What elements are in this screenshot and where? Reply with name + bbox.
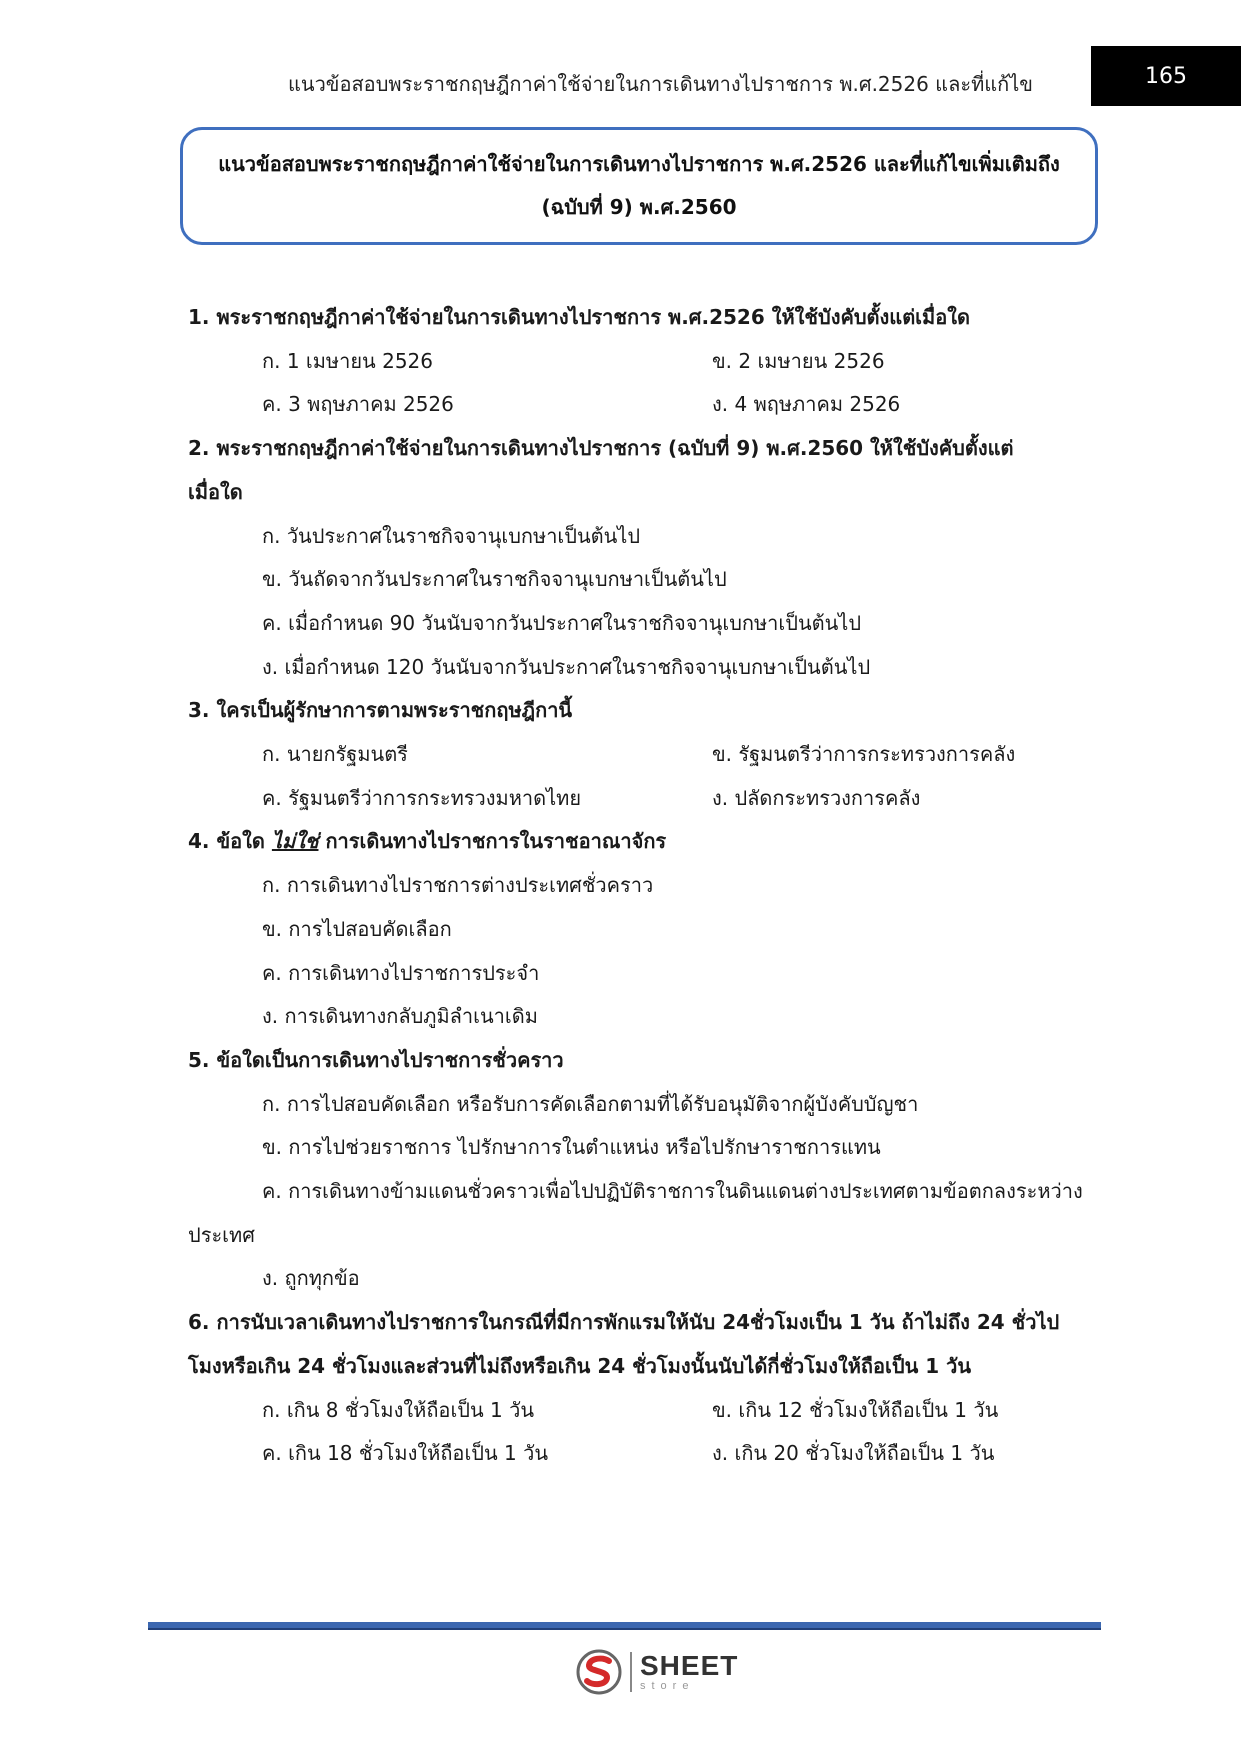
question-4-suffix: การเดินทางไปราชการในราชอาณาจักร (318, 829, 667, 854)
option-5-c-continuation: ประเทศ (188, 1222, 255, 1247)
option-6-b: ข. เกิน 12 ชั่วโมงให้ถือเป็น 1 วัน (712, 1397, 999, 1422)
question-6-line-2: โมงหรือเกิน 24 ชั่วโมงและส่วนที่ไม่ถึงหรือเกิน 24 ชั่วโมงนั้นนับได้กี่ชั่วโมงให้ถือเป็น 1 วัน (188, 1353, 971, 1378)
logo-wordmark (640, 1652, 738, 1692)
option-1-a: ก. 1 เมษายน 2526 (262, 348, 433, 373)
question-3: 3. ใครเป็นผู้รักษาการตามพระราชกฤษฎีกานี้ (188, 698, 573, 723)
option-1-d: ง. 4 พฤษภาคม 2526 (712, 392, 901, 417)
question-list (188, 296, 1092, 1476)
option-4-c: ค. การเดินทางไปราชการประจำ (262, 960, 540, 985)
question-6-options-row-1 (188, 1389, 1092, 1433)
logo-divider (630, 1652, 632, 1692)
question-4 (188, 820, 1092, 864)
option-5-c: ค. การเดินทางข้ามแดนชั่วคราวเพื่อไปปฏิบัติราชการในดินแดนต่างประเทศตามข้อตกลงระหว่าง (262, 1179, 1083, 1204)
option-2-d: ง. เมื่อกำหนด 120 วันนับจากวันประกาศในราชกิจจานุเบกษาเป็นต้นไป (262, 654, 871, 679)
option-2-c: ค. เมื่อกำหนด 90 วันนับจากวันประกาศในราชกิจจานุเบกษาเป็นต้นไป (262, 610, 862, 635)
option-6-a: ก. เกิน 8 ชั่วโมงให้ถือเป็น 1 วัน (262, 1397, 534, 1422)
sheet-store-logo-icon (576, 1649, 622, 1695)
logo-text-store: store (640, 1680, 695, 1692)
option-4-b: ข. การไปสอบคัดเลือก (262, 916, 452, 941)
question-4-negation: ไม่ใช่ (271, 829, 319, 854)
question-2-line-1: 2. พระราชกฤษฎีกาค่าใช้จ่ายในการเดินทางไปราชการ (ฉบับที่ 9) พ.ศ.2560 ให้ใช้บังคับตั้งแต่ (188, 436, 1014, 461)
question-5: 5. ข้อใดเป็นการเดินทางไปราชการชั่วคราว (188, 1047, 564, 1072)
option-5-b: ข. การไปช่วยราชการ ไปรักษาการในตำแหน่ง หรือไปรักษาราชการแทน (262, 1135, 881, 1160)
option-4-d: ง. การเดินทางกลับภูมิลำเนาเดิม (262, 1004, 538, 1029)
option-1-b: ข. 2 เมษายน 2526 (712, 348, 885, 373)
option-3-c: ค. รัฐมนตรีว่าการกระทรวงมหาดไทย (262, 785, 582, 810)
question-6-options-row-2 (188, 1432, 1092, 1476)
question-3-options-row-1 (188, 733, 1092, 777)
question-4-prefix: 4. ข้อใด (188, 829, 272, 854)
question-1: 1. พระราชกฤษฎีกาค่าใช้จ่ายในการเดินทางไปราชการ พ.ศ.2526 ให้ใช้บังคับตั้งแต่เมื่อใด (188, 305, 970, 329)
option-6-c: ค. เกิน 18 ชั่วโมงให้ถือเป็น 1 วัน (262, 1441, 548, 1466)
question-1-options-row-1 (188, 340, 1092, 384)
option-4-a: ก. การเดินทางไปราชการต่างประเทศชั่วคราว (262, 873, 654, 898)
option-3-a: ก. นายกรัฐมนตรี (262, 742, 408, 767)
option-5-d: ง. ถูกทุกข้อ (262, 1266, 360, 1291)
option-2-b: ข. วันถัดจากวันประกาศในราชกิจจานุเบกษาเป็นต้นไป (262, 567, 727, 592)
title-line-2: (ฉบับที่ 9) พ.ศ.2560 (541, 195, 737, 219)
question-6-line-1: 6. การนับเวลาเดินทางไปราชการในกรณีที่มีการพักแรมให้นับ 24ชั่วโมงเป็น 1 วัน ถ้าไม่ถึง 24 ชั่วไป (188, 1310, 1060, 1335)
logo-text-sheet: SHEET (640, 1650, 739, 1681)
running-header-title: แนวข้อสอบพระราชกฤษฎีกาค่าใช้จ่ายในการเดินทางไปราชการ พ.ศ.2526 และที่แก้ไข (288, 72, 1033, 96)
option-5-a: ก. การไปสอบคัดเลือก หรือรับการคัดเลือกตามที่ได้รับอนุมัติจากผู้บังคับบัญชา (262, 1091, 919, 1116)
question-2-line-2: เมื่อใด (188, 479, 243, 504)
option-3-d: ง. ปลัดกระทรวงการคลัง (712, 785, 921, 810)
option-1-c: ค. 3 พฤษภาคม 2526 (262, 392, 454, 417)
option-6-d: ง. เกิน 20 ชั่วโมงให้ถือเป็น 1 วัน (712, 1441, 995, 1466)
sheet-store-logo (576, 1648, 738, 1696)
footer-divider-line (148, 1622, 1101, 1630)
question-1-options-row-2 (188, 383, 1092, 427)
page-number: 165 (1091, 46, 1241, 106)
option-2-a: ก. วันประกาศในราชกิจจานุเบกษาเป็นต้นไป (262, 523, 641, 548)
title-line-1: แนวข้อสอบพระราชกฤษฎีกาค่าใช้จ่ายในการเดินทางไปราชการ พ.ศ.2526 และที่แก้ไขเพิ่มเติมถึง (218, 152, 1060, 176)
question-3-options-row-2 (188, 777, 1092, 821)
option-3-b: ข. รัฐมนตรีว่าการกระทรวงการคลัง (712, 742, 1016, 767)
title-box (180, 127, 1098, 245)
